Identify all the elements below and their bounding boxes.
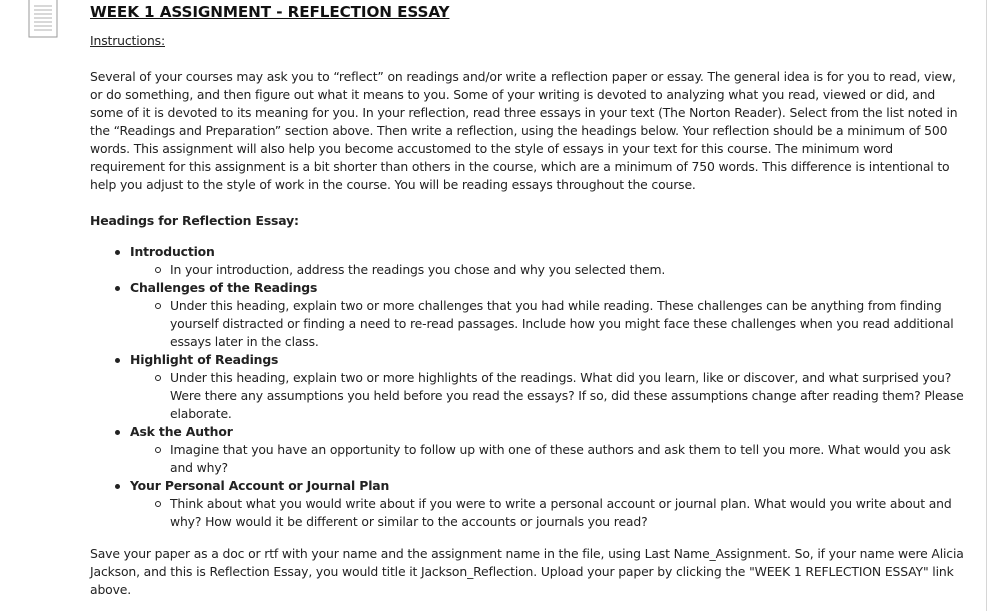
headings-title: Headings for Reflection Essay: <box>90 213 299 228</box>
heading-item-highlight <box>90 351 965 423</box>
heading-item-personal-account <box>90 477 965 531</box>
circle-bullet-icon <box>155 375 161 381</box>
bullet-icon <box>115 286 120 291</box>
heading-label: Highlight of Readings <box>130 352 279 367</box>
bullet-icon <box>115 430 120 435</box>
heading-label: Your Personal Account or Journal Plan <box>130 478 390 493</box>
page-title: WEEK 1 ASSIGNMENT - REFLECTION ESSAY <box>90 3 450 21</box>
heading-item-introduction <box>90 243 965 279</box>
heading-detail <box>130 297 965 351</box>
circle-bullet-icon <box>155 447 161 453</box>
heading-detail <box>130 261 965 279</box>
heading-label: Introduction <box>130 244 215 259</box>
heading-detail-text: Think about what you would write about if you were to write a personal account or journal plan. What would you write about and why? How would it be different or similar to the accounts or journals you read? <box>170 496 952 529</box>
bullet-icon <box>115 250 120 255</box>
circle-bullet-icon <box>155 501 161 507</box>
heading-detail <box>130 441 965 477</box>
headings-list <box>90 243 965 531</box>
heading-detail-list <box>130 495 965 531</box>
heading-label: Challenges of the Readings <box>130 280 318 295</box>
heading-detail <box>130 369 965 423</box>
heading-item-challenges <box>90 279 965 351</box>
heading-detail-list <box>130 297 965 351</box>
heading-detail-list <box>130 441 965 477</box>
circle-bullet-icon <box>155 267 161 273</box>
bullet-icon <box>115 484 120 489</box>
instructions-label: Instructions: <box>90 33 165 48</box>
heading-detail-text: Under this heading, explain two or more challenges that you had while reading. These challenges can be anything from finding yourself distracted or finding a need to re-read passages. Include how you might face these challenges when you read additional essays later in the class. <box>170 298 954 349</box>
document-icon <box>28 0 58 38</box>
closing-paragraph: Save your paper as a doc or rtf with your name and the assignment name in the file, using Last Name_Assignment. So, if your name were Alicia Jackson, and this is Reflection Essay, you would title it Jackson_Reflection. Upload your paper by clicking the "WEEK 1 REFLECTION ESSAY" link above. <box>90 546 964 597</box>
assignment-document <box>90 3 965 599</box>
heading-detail-list <box>130 369 965 423</box>
circle-bullet-icon <box>155 303 161 309</box>
heading-label: Ask the Author <box>130 424 233 439</box>
heading-detail-list <box>130 261 965 279</box>
heading-detail-text: Imagine that you have an opportunity to follow up with one of these authors and ask them to tell you more. What would you ask and why? <box>170 442 951 475</box>
page-edge-divider <box>986 0 987 611</box>
heading-detail-text: Under this heading, explain two or more highlights of the readings. What did you learn, like or discover, and what surprised you? Were there any assumptions you held before you read the essays? If so, did these assumptions change after reading them? Please elaborate. <box>170 370 964 421</box>
bullet-icon <box>115 358 120 363</box>
intro-paragraph: Several of your courses may ask you to “reflect” on readings and/or write a reflection paper or essay. The general idea is for you to read, view, or do something, and then figure out what it means to you. Some of your writing is devoted to analyzing what you read, viewed or did, and some of it is devoted to its meaning for you. In your reflection, read three essays in your text (The Norton Reader). Select from the list noted in the “Readings and Preparation” section above. Then write a reflection, using the headings below. Your reflection should be a minimum of 500 words. This assignment will also help you become accustomed to the style of essays in your text for this course. The minimum word requirement for this assignment is a bit shorter than others in the course, which are a minimum of 750 words. This difference is intentional to help you adjust to the style of work in the course. You will be reading essays throughout the course. <box>90 69 958 192</box>
heading-detail <box>130 495 965 531</box>
heading-item-ask-author <box>90 423 965 477</box>
heading-detail-text: In your introduction, address the readings you chose and why you selected them. <box>170 262 666 277</box>
